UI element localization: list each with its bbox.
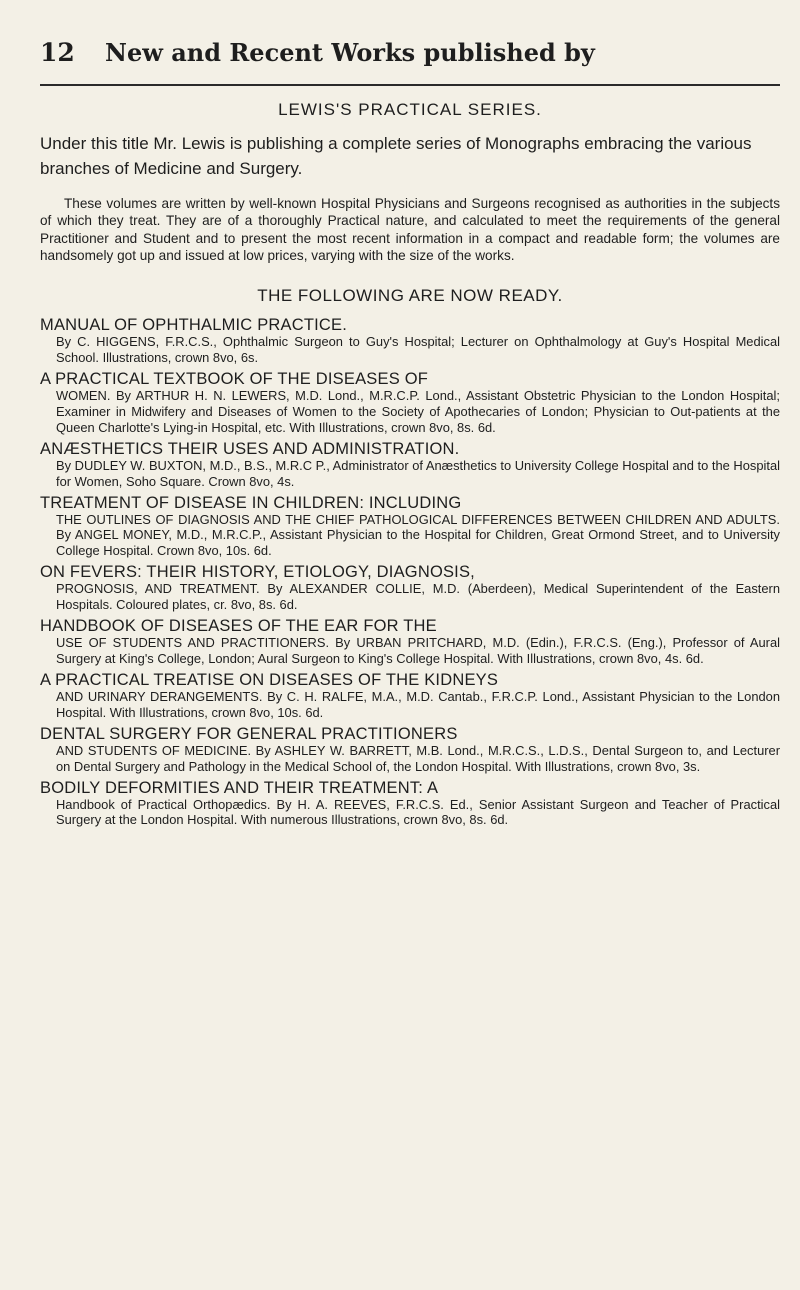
book-entry [40, 440, 780, 490]
section-heading: THE FOLLOWING ARE NOW READY. [257, 286, 563, 306]
series-note: These volumes are written by well-known Hospital Physicians and Surgeons recognised as authorities in the subjects of which they treat. They are of a thoroughly Practical nature, and calculated to meet the requirements of the general Practitioner and Student and to present the most recent information in a compact and readable form; the volumes are handsomely got up and issued at low prices, varying with the size of the works. [40, 196, 780, 263]
series-intro: Under this title Mr. Lewis is publishing a complete series of Monographs embracing the various branches of Medicine and Surgery. [40, 134, 752, 178]
book-title: ON FEVERS: THEIR HISTORY, ETIOLOGY, DIAGNOSIS, [40, 563, 475, 582]
running-title: New and Recent Works published by [105, 38, 595, 67]
book-title: DENTAL SURGERY FOR GENERAL PRACTITIONERS [40, 724, 458, 743]
running-head [40, 38, 776, 66]
book-description: THE OUTLINES OF DIAGNOSIS AND THE CHIEF PATHOLOGICAL DIFFERENCES BETWEEN CHILDREN AND ADULTS. By ANGEL MONEY, M.D., M.R.C.P., Assistant Physician to the Hospital for Children, Great Ormond Street, and to University College Hospital. Crown 8vo, 10s. 6d. [56, 511, 780, 559]
book-title: TREATMENT OF DISEASE IN CHILDREN: INCLUDING [40, 493, 462, 512]
book-entry [40, 563, 780, 613]
book-entry [40, 370, 780, 436]
book-title: BODILY DEFORMITIES AND THEIR TREATMENT: A [40, 778, 439, 797]
header-rule [40, 84, 780, 86]
book-entry [40, 671, 780, 721]
book-entry [40, 725, 780, 775]
book-entry [40, 316, 780, 366]
book-title: ANÆSTHETICS THEIR USES AND ADMINISTRATION. [40, 439, 460, 458]
book-entry [40, 494, 780, 560]
book-description: By C. HIGGENS, F.R.C.S., Ophthalmic Surgeon to Guy's Hospital; Lecturer on Ophthalmology at Guy's Hospital Medical School. Illustrations, crown 8vo, 6s. [56, 334, 780, 366]
book-description: Handbook of Practical Orthopædics. By H. A. REEVES, F.R.C.S. Ed., Senior Assistant Surgeon and Teacher of Practical Surgery at the London Hospital. With numerous Illustrations, crown 8vo, 8s. 6d. [56, 796, 780, 828]
book-title: MANUAL OF OPHTHALMIC PRACTICE. [40, 316, 348, 335]
book-description: USE OF STUDENTS AND PRACTITIONERS. By URBAN PRITCHARD, M.D. (Edin.), F.R.C.S. (Eng.), Professor of Aural Surgery at King's College, London; Aural Surgeon to King's College Hospital. With Illustrations, crown 8vo, 4s. 6d. [56, 635, 780, 666]
book-description: AND STUDENTS OF MEDICINE. By ASHLEY W. BARRETT, M.B. Lond., M.R.C.S., L.D.S., Dental Surgeon to, and Lecturer on Dental Surgery and Pathology in the Medical School of, the London Hospital. With Illustrations, crown 8vo, 3s. [56, 742, 780, 774]
book-description: PROGNOSIS, AND TREATMENT. By ALEXANDER COLLIE, M.D. (Aberdeen), Medical Superintendent of the Eastern Hospitals. Coloured plates, cr. 8vo, 8s. 6d. [56, 581, 780, 613]
book-title: A PRACTICAL TREATISE ON DISEASES OF THE KIDNEYS [40, 670, 499, 689]
book-entry [40, 617, 780, 667]
book-title: A PRACTICAL TEXTBOOK OF THE DISEASES OF [40, 370, 429, 388]
book-description: WOMEN. By ARTHUR H. N. LEWERS, M.D. Lond., M.R.C.P. Lond., Assistant Obstetric Physician to the London Hospital; Examiner in Midwifery and Diseases of Women to the Society of Apothecaries of London; Physician to Out-patients at the Queen Charlotte's Lying-in Hospital, etc. With Illustrations, crown 8vo, 8s. 6d. [56, 388, 780, 435]
book-entry [40, 779, 780, 829]
book-description: By DUDLEY W. BUXTON, M.D., B.S., M.R.C P., Administrator of Anæsthetics to University College Hospital and to the Hospital for Women, Soho Square. Crown 8vo, 4s. [56, 457, 780, 489]
page-content [40, 100, 780, 832]
series-title: LEWIS'S PRACTICAL SERIES. [278, 100, 542, 119]
book-title: HANDBOOK OF DISEASES OF THE EAR FOR THE [40, 617, 437, 636]
book-description: AND URINARY DERANGEMENTS. By C. H. RALFE, M.A., M.D. Cantab., F.R.C.P. Lond., Assistant Physician to the London Hospital. With Illustrations, crown 8vo, 10s. 6d. [56, 688, 780, 720]
page-number: 12 [40, 38, 75, 67]
